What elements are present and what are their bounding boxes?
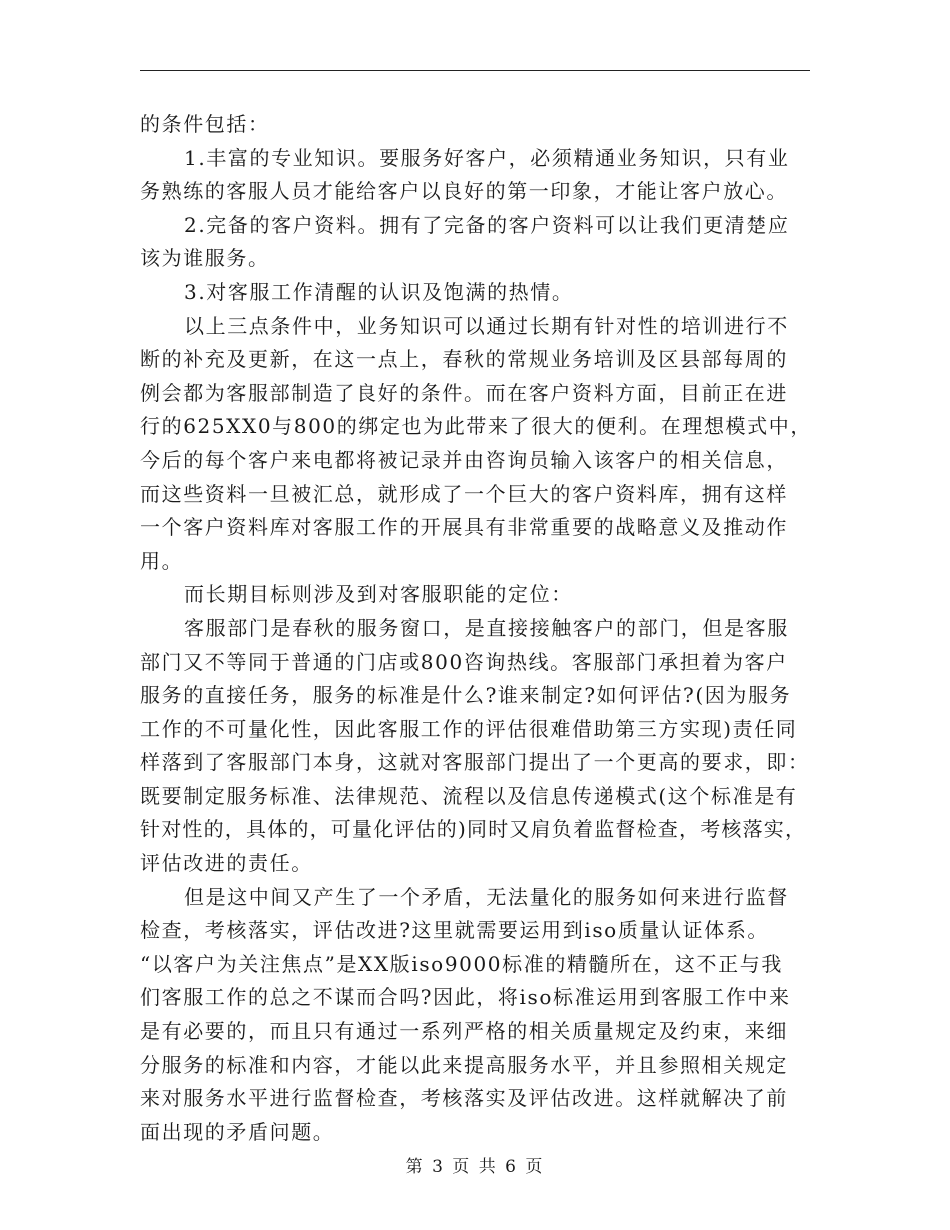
text-line: 而这些资料一旦被汇总，就形成了一个巨大的客户资料库，拥有这样 [140,481,788,506]
text-line: 部门又不等同于普通的门店或800咨询热线。客服部门承担着为客户 [140,649,788,674]
text-line: 面出现的矛盾问题。 [140,1119,335,1144]
text-line: 该为谁服务。 [140,246,270,271]
text-line: 用。 [140,548,184,573]
text-line: 2.完备的客户资料。拥有了完备的客户资料可以让我们更清楚应 [184,212,790,237]
text-line: 针对性的，具体的，可量化评估的)同时又肩负着监督检查，考核落实， [140,817,807,842]
text-line: 样落到了客服部门本身，这就对客服部门提出了一个更高的要求，即： [140,750,810,775]
text-line: 1.丰富的专业知识。要服务好客户，必须精通业务知识，只有业 [184,145,790,170]
text-line: 断的补充及更新，在这一点上，春秋的常规业务培训及区县部每周的 [140,347,788,372]
document-body [140,108,815,1149]
text-line: 们客服工作的总之不谋而合吗?因此，将iso标准运用到客服工作中来 [140,985,791,1010]
text-line: 检查，考核落实，评估改进?这里就需要运用到iso质量认证体系。 [140,918,770,943]
text-line: 分服务的标准和内容，才能以此来提高服务水平，并且参照相关规定 [140,1052,788,1077]
text-line: 的条件包括： [140,112,270,136]
text-line: 一个客户资料库对客服工作的开展具有非常重要的战略意义及推动作 [140,515,788,540]
text-line: 客服部门是春秋的服务窗口，是直接接触客户的部门，但是客服 [184,615,789,640]
text-line: 但是这中间又产生了一个矛盾，无法量化的服务如何来进行监督 [184,884,789,909]
text-line: 评估改进的责任。 [140,851,313,876]
header-rule [140,70,810,71]
text-line: 例会都为客服部制造了良好的条件。而在客户资料方面，目前正在进 [140,380,788,405]
text-line: 是有必要的，而且只有通过一系列严格的相关质量规定及约束，来细 [140,1019,788,1044]
page-number-footer: 第 3 页 共 6 页 [405,1157,545,1177]
text-line: “以客户为关注焦点”是XX版iso9000标准的精髓所在，这不正与我 [140,951,783,976]
text-line: 行的625XX0与800的绑定也为此带来了很大的便利。在理想模式中， [140,414,812,439]
text-line: 既要制定服务标准、法律规范、流程以及信息传递模式(这个标准是有 [140,783,798,808]
text-line: 而长期目标则涉及到对客服职能的定位： [184,582,573,607]
text-line: 服务的直接任务，服务的标准是什么?谁来制定?如何评估?(因为服务 [140,683,792,708]
text-line: 来对服务水平进行监督检查，考核落实及评估改进。这样就解决了前 [140,1086,788,1111]
text-line: 3.对客服工作清醒的认识及饱满的热情。 [184,279,574,304]
text-line: 以上三点条件中，业务知识可以通过长期有针对性的培训进行不 [184,313,789,338]
text-line: 工作的不可量化性，因此客服工作的评估很难借助第三方实现)责任同 [140,716,798,741]
text-line: 今后的每个客户来电都将被记录并由咨询员输入该客户的相关信息， [140,447,788,472]
text-line: 务熟练的客服人员才能给客户以良好的第一印象，才能让客户放心。 [140,179,788,204]
